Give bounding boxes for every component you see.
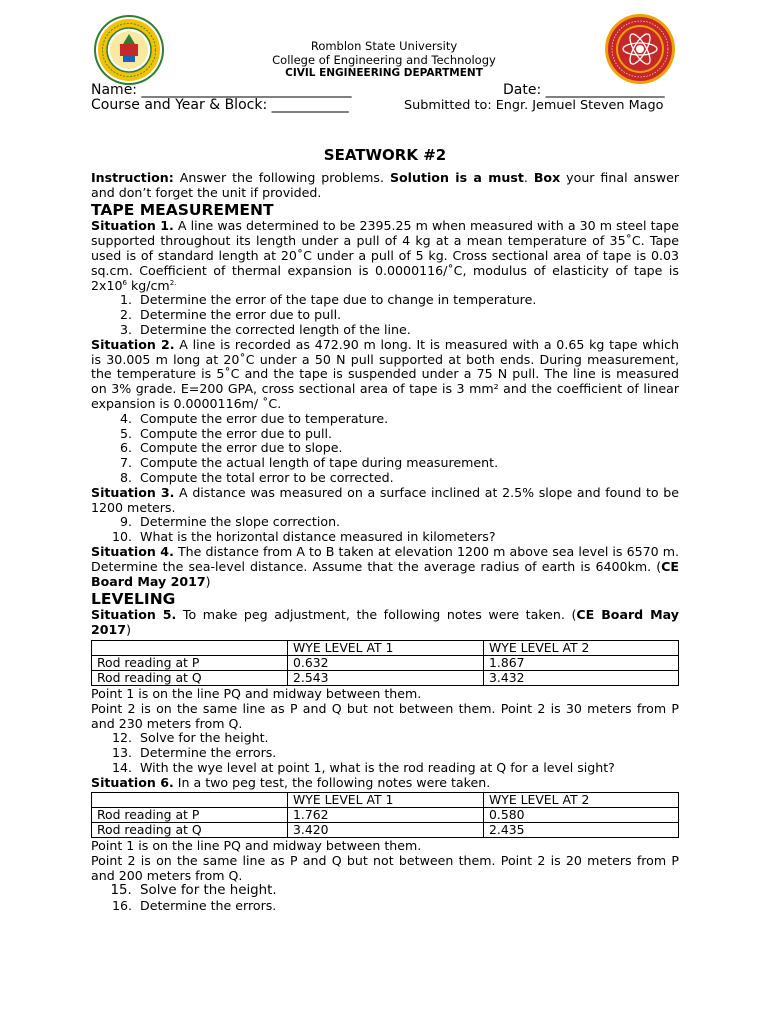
table-cell: 3.420 [288,823,484,838]
list-item: 2. Determine the error due to pull. [136,308,679,323]
table-row [92,823,679,838]
situation-2-questions [91,412,679,486]
situation-4: Situation 4. The distance from A to B taken at elevation 1200 m above sea level is 6570 m. Determine the sea-level distance. Assume that the average radius of earth is 6400km. (CE Board May 2017) [91,543,679,589]
list-item: 14. With the wye level at point 1, what is the rod reading at Q for a level sight? [136,761,679,776]
list-item: 3. Determine the corrected length of the line. [136,323,679,338]
list-item: 7. Compute the actual length of tape during measurement. [136,456,679,471]
table-cell: 0.632 [288,655,484,670]
table-row [92,655,679,670]
table-cell: WYE LEVEL AT 2 [484,640,679,655]
situation-6: Situation 6. In a two peg test, the following notes were taken. [91,774,491,790]
situation-6-table [91,792,679,838]
list-item: 12. Solve for the height. [136,731,679,746]
table-cell: Rod reading at P [92,808,288,823]
list-item: 4. Compute the error due to temperature. [136,412,679,427]
situation-5-questions [91,731,679,775]
list-item: 8. Compute the total error to be corrected. [136,471,679,486]
table-cell: Rod reading at Q [92,670,288,685]
table-cell: 1.867 [484,655,679,670]
list-item: 13. Determine the errors. [136,746,679,761]
situation-1: Situation 1. A line was determined to be 2395.25 m when measured with a 30 m steel tape supported throughout its length under a pull of 4 kg at a mean temperature of 35˚C. Tape used is of standard length at 20˚C under a pull of 5 kg. Cross sectional area of tape is 0.03 sq.cm. Coefficient of thermal expansion is 0.0000116/˚C, modulus of elasticity of tape is $2x10^6$ $kg/cm^{2.}$ [91,218,679,293]
section-leveling: LEVELING [91,590,176,609]
instruction: Instruction: Answer the following problems. Solution is a must. Box your final answer and don’t forget the unit if provided. [91,169,680,200]
table-cell: 3.432 [484,670,679,685]
submitted-to: Submitted to: Engr. Jemuel Steven Mago [404,98,664,113]
department-name: CIVIL ENGINEERING DEPARTMENT [285,67,483,79]
seatwork-content [91,148,679,913]
situation-6-note-1: Point 1 is on the line PQ and midway between them. [91,838,422,854]
situation-1-questions [91,293,679,337]
situation-5: Situation 5. To make peg adjustment, the following notes were taken. (CE Board May 2017) [91,607,679,638]
table-cell: 2.435 [484,823,679,838]
table-row [92,670,679,685]
situation-6-note-2: Point 2 is on the same line as P and Q but not between them. Point 2 is 20 meters from P and 200 meters from Q. [91,853,679,884]
list-item: 16. Determine the errors. [136,899,679,914]
situation-3: Situation 3. A distance was measured on a surface inclined at 2.5% slope and found to be 1200 meters. [91,484,679,515]
table-cell: Rod reading at P [92,655,288,670]
list-item: 6. Compute the error due to slope. [136,441,679,456]
table-cell: 1.762 [288,808,484,823]
table-cell: WYE LEVEL AT 1 [288,793,484,808]
table-header-row [92,640,679,655]
table-cell: 2.543 [288,670,484,685]
table-cell: WYE LEVEL AT 1 [288,640,484,655]
list-item: 15. Solve for the height. [136,884,679,899]
situation-6-questions [91,884,679,914]
name-field[interactable]: Name: ______________________________ [91,82,352,98]
list-item: 9. Determine the slope correction. [136,515,679,530]
table-cell: WYE LEVEL AT 2 [484,793,679,808]
table-cell [92,793,288,808]
section-tape-measurement: TAPE MEASUREMENT [91,201,274,220]
table-header-row [92,793,679,808]
page-title: SEATWORK #2 [323,146,447,164]
situation-3-questions [91,515,679,545]
situation-5-table [91,640,679,686]
course-field[interactable]: Course and Year & Block: ___________ [91,97,349,113]
list-item: 10. What is the horizontal distance measured in kilometers? [136,530,679,545]
situation-2: Situation 2. A line is recorded as 472.90 m long. It is measured with a 0.65 kg tape which is 30.005 m long at 20˚C under a 50 N pull supported at both ends. During measurement, the temperature is 5˚C and the tape is suspended under a 75 N pull. The line is measured on 3% grade. E=200 GPA, cross sectional area of tape is 3 mm² and the coefficient of linear expansion is 0.0000116m/ ˚C. [91,336,679,411]
table-row [92,808,679,823]
table-cell: Rod reading at Q [92,823,288,838]
situation-5-note-1: Point 1 is on the line PQ and midway between them. [91,685,422,701]
list-item: 1. Determine the error of the tape due to change in temperature. [136,293,679,308]
table-cell [92,640,288,655]
situation-5-note-2: Point 2 is on the same line as P and Q but not between them. Point 2 is 30 meters from P and 230 meters from Q. [91,700,679,731]
college-name: College of Engineering and Technology [272,53,496,67]
list-item: 5. Compute the error due to pull. [136,427,679,442]
table-cell: 0.580 [484,808,679,823]
date-field[interactable]: Date: _________________ [503,82,665,98]
university-name: Romblon State University [310,39,458,53]
